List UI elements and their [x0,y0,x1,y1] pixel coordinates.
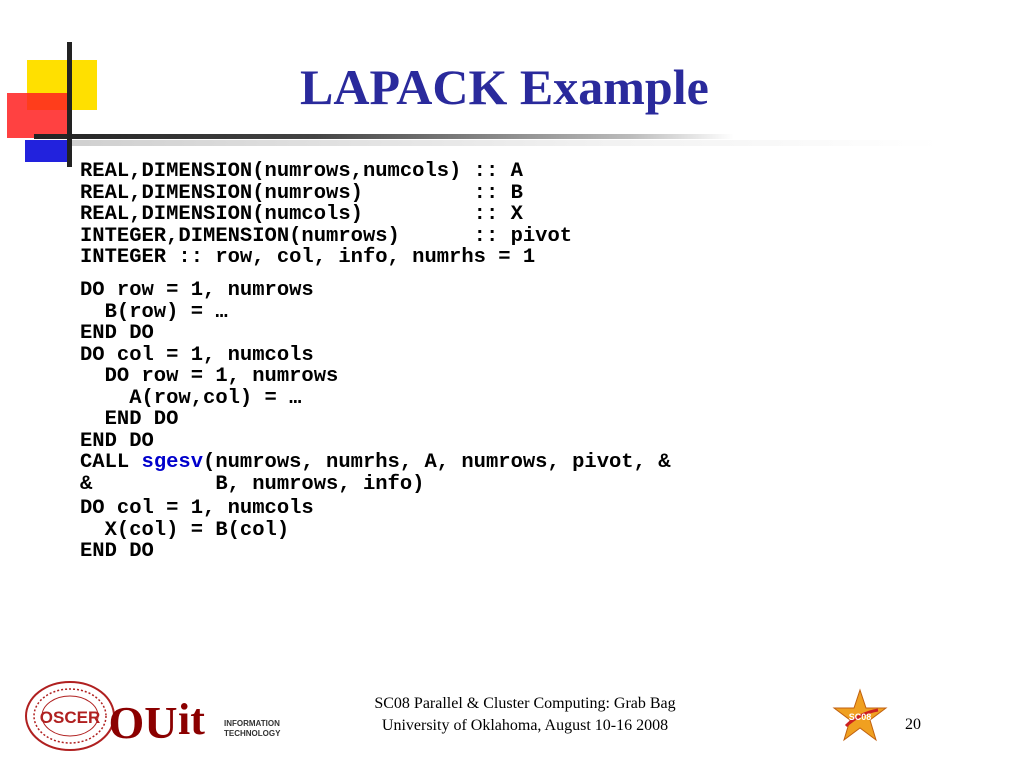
code-line: END DO [80,540,154,563]
decor-blue-square [25,140,70,162]
code-line: INTEGER,DIMENSION(numrows) :: pivot [80,224,573,248]
it-label-information: INFORMATION [224,719,280,728]
footer-text [310,693,740,737]
it-label-technology: TECHNOLOGY [224,729,281,738]
call-continuation: & B, numrows, info) [80,472,425,496]
code-line: DO col = 1, numcols [80,497,314,520]
code-line: DO col = 1, numcols [80,343,314,367]
code-line: DO row = 1, numrows [80,365,339,388]
footer-line-2: University of Oklahoma, August 10-16 2008 [381,717,669,734]
ou-logo [108,686,178,752]
it-logo [170,690,290,748]
code-line: END DO [80,408,179,431]
ou-logo-text: OU [108,697,178,748]
code-line: INTEGER :: row, col, info, numrhs = 1 [80,246,536,269]
decor-title-underline-shadow [70,140,940,146]
star-logo-text: SC08 [848,712,872,722]
footer-line-1: SC08 Parallel & Cluster Computing: Grab Bag [374,695,676,712]
slide-title: LAPACK Example [300,59,709,115]
code-line: END DO [80,322,154,345]
code-final-loop [80,498,314,563]
code-line: A(row,col) = … [80,386,302,410]
page-number: 20 [905,716,921,733]
code-line: B(row) = … [80,300,228,324]
call-prefix: CALL [80,451,142,474]
oscer-seal-logo [24,680,116,752]
code-line: END DO [80,429,154,453]
decor-title-underline [34,134,734,139]
code-declarations [80,161,572,269]
decor-red-square [7,93,70,138]
sc08-star-logo [832,688,888,746]
code-line: REAL,DIMENSION(numrows,numcols) :: A [80,160,523,183]
seal-text: OSCER [39,708,101,727]
code-line: X(col) = B(col) [80,518,290,542]
code-line: DO row = 1, numrows [80,279,314,302]
code-loops [80,280,671,495]
call-routine-name: sgesv [141,451,204,474]
call-arguments: (numrows, numrhs, A, numrows, pivot, & [203,451,671,474]
it-logo-text: it [178,695,205,744]
code-line: REAL,DIMENSION(numrows) :: B [80,181,523,205]
code-line: REAL,DIMENSION(numcols) :: X [80,203,523,226]
decor-vertical-line [67,42,72,167]
